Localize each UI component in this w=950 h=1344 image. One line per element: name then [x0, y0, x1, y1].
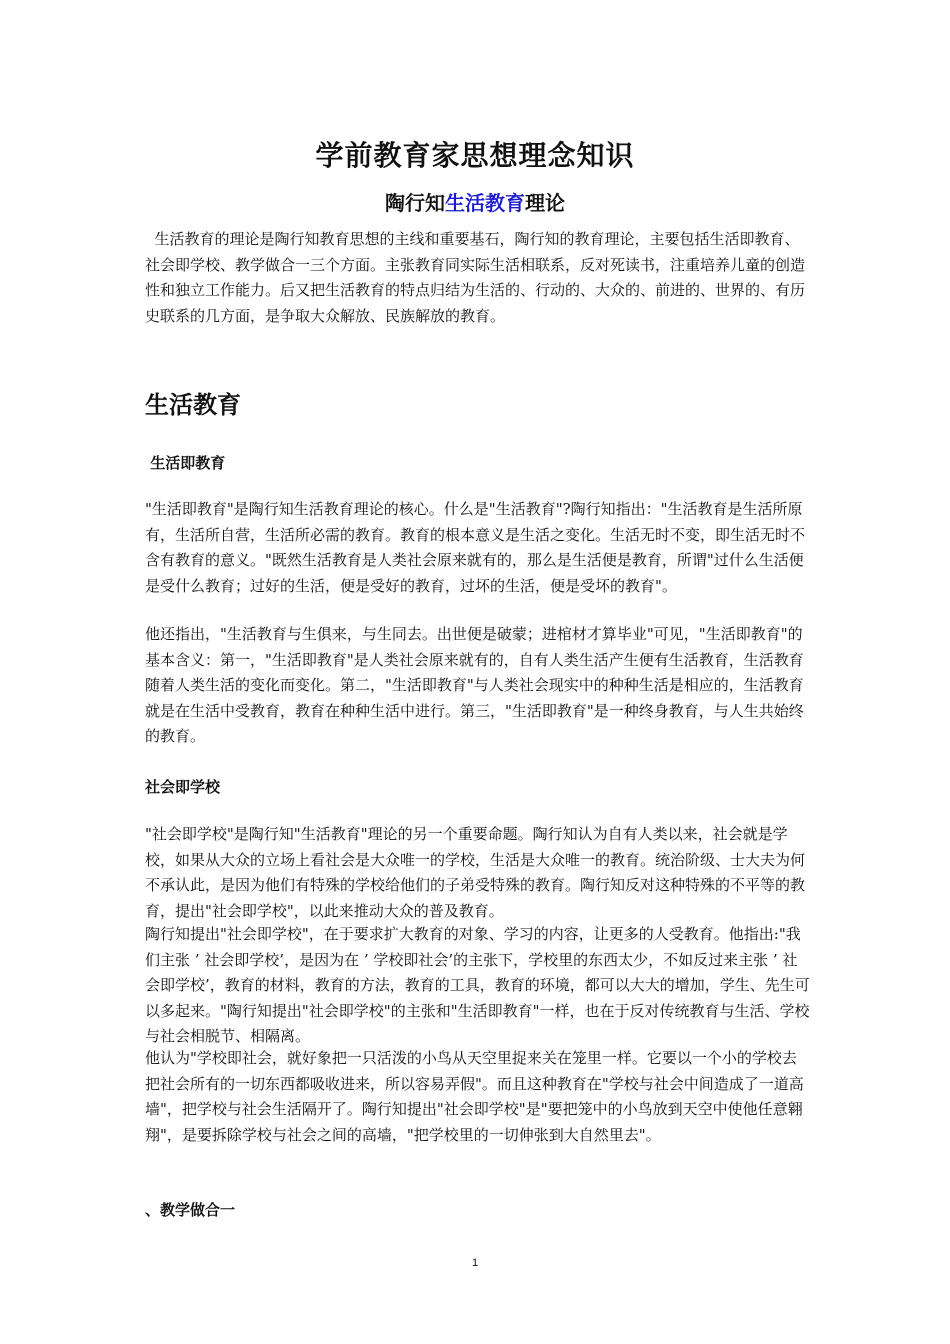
subtitle-link[interactable]: 生活教育 [445, 191, 525, 215]
subsection-2-paragraph-1: "社会即学校"是陶行知"生活教育"理论的另一个重要命题。陶行知认为自有人类以来，社会就是学校，如果从大众的立场上看社会是大众唯一的学校，生活是大众唯一的教育。统治阶级、士大夫为何不承认此，是因为他们有特殊的学校给他们的子弟受特殊的教育。陶行知反对这种特殊的不平等的教育，提出"社会即学校"，以此来推动大众的普及教育。 [145, 825, 806, 920]
page-number: 1 [471, 1257, 479, 1269]
subsection-2-paragraph-3: 他认为"学校即社会，就好象把一只活泼的小鸟从天空里捉来关在笼里一样。它要以一个小的学校去把社会所有的一切东西都吸收进来，所以容易弄假"。而且这种教育在"学校与社会中间造成了一道高墙"，把学校与社会生活隔开了。陶行知提出"社会即学校"是"要把笼中的小鸟放到天空中使他任意翱翔"，是要拆除学校与社会之间的高墙，"把学校里的一切伸张到大自然里去"。 [145, 1049, 804, 1144]
subsection-heading-1: 生活即教育 [145, 454, 226, 472]
section-heading: 生活教育 [145, 391, 241, 419]
subsection-1-paragraph-1: "生活即教育"是陶行知生活教育理论的核心。什么是"生活教育"?陶行知指出："生活教育是生活所原有，生活所自营，生活所必需的教育。教育的根本意义是生活之变化。生活无时不变，即生活无时不含有教育的意义。"既然生活教育是人类社会原来就有的，那么是生活便是教育，所谓"过什么生活便是受什么教育；过好的生活，便是受好的教育，过坏的生活，便是受坏的教育"。 [145, 500, 806, 595]
subsection-heading-2: 社会即学校 [145, 778, 221, 796]
subsection-1-paragraph-2: 他还指出，"生活教育与生俱来，与生同去。出世便是破蒙；进棺材才算毕业"可见，"生活即教育"的基本含义：第一，"生活即教育"是人类社会原来就有的，自有人类生活产生便有生活教育，生活教育随着人类生活的变化而变化。第二，"生活即教育"与人类社会现实中的种种生活是相应的，生活教育就是在生活中受教育，教育在种种生活中进行。第三，"生活即教育"是一种终身教育，与人生共始终的教育。 [145, 625, 804, 746]
intro-paragraph: 生活教育的理论是陶行知教育思想的主线和重要基石，陶行知的教育理论，主要包括生活即教育、社会即学校、教学做合一三个方面。主张教育同实际生活相联系，反对死读书，注重培养儿童的创造性和独立工作能力。后又把生活教育的特点归结为生活的、行动的、大众的、前进的、世界的、有历史联系的几方面，是争取大众解放、民族解放的教育。 [145, 230, 806, 325]
subtitle-suffix: 理论 [525, 191, 565, 215]
document-title: 学前教育家思想理念知识 [315, 139, 635, 172]
subsection-heading-3: 、教学做合一 [145, 1201, 236, 1219]
document-subtitle [0, 187, 950, 216]
subsection-2-paragraph-2: 陶行知提出"社会即学校"，在于要求扩大教育的对象、学习的内容，让更多的人受教育。他指出:"我们主张 ’ 社会即学校’，是因为在 ’ 学校即社会’的主张下，学校里的东西太少，不如反过来主张 ’ 社会即学校’，教育的材料，教育的方法，教育的工具，教育的环境，都可以大大的增加，学生、先生可以多起来。"陶行知提出"社会即学校"的主张和"生活即教育"一样，也在于反对传统教育与生活、学校与社会相脱节、相隔离。 [145, 925, 810, 1046]
subtitle-prefix: 陶行知 [385, 191, 445, 215]
